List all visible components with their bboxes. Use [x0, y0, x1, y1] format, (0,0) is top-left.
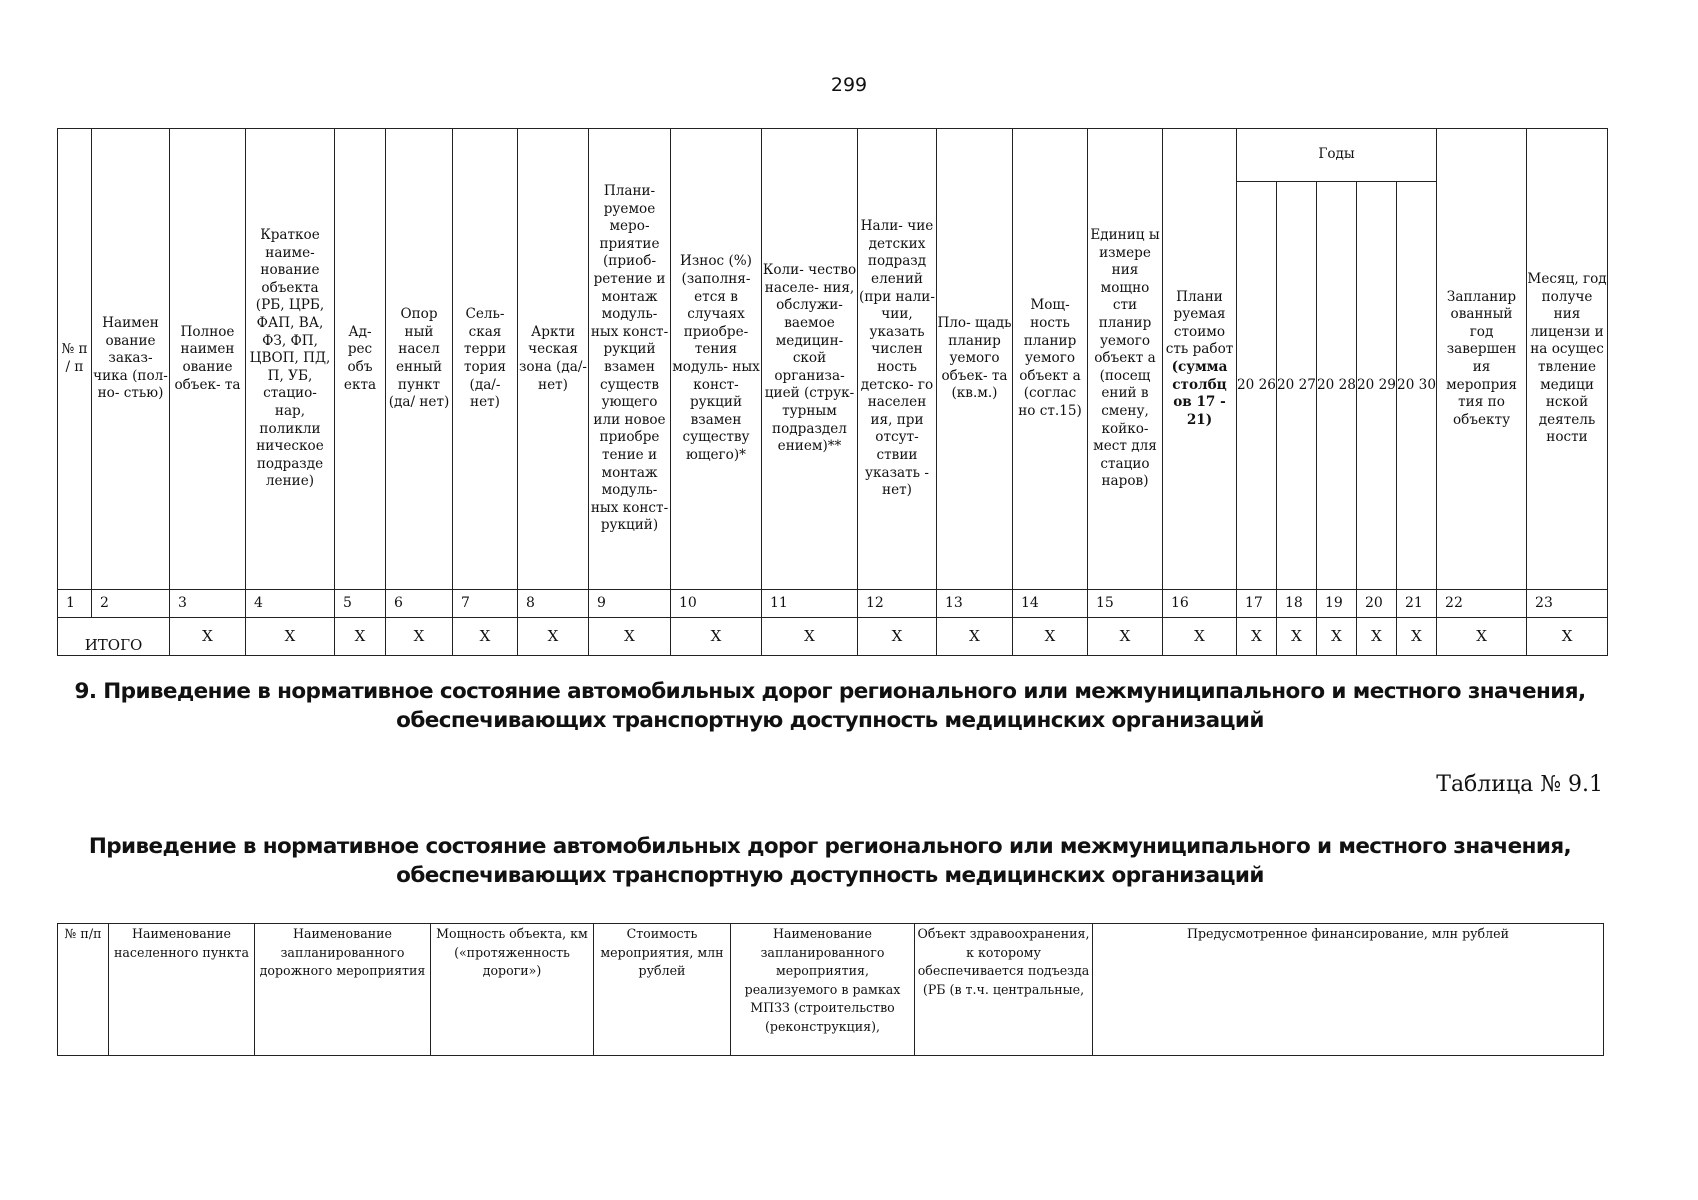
header-year-2030: 20 30 [1397, 182, 1437, 590]
header-customer-name: Наимен ование заказ- чика (пол- но- стью) [92, 129, 170, 590]
column-number: 7 [453, 590, 518, 618]
roads-header-financing: Предусмотренное финансирование, млн рублей [1093, 924, 1604, 1056]
column-number: 19 [1317, 590, 1357, 618]
header-area: Пло- щадь планир уемого объек- та (кв.м.) [937, 129, 1013, 590]
header-planned-cost [1163, 129, 1237, 590]
header-planned-cost-note: (сумма столбц ов 17 - 21) [1171, 359, 1228, 428]
total-cell: Х [1013, 618, 1088, 656]
column-number: 8 [518, 590, 589, 618]
column-number: 3 [170, 590, 246, 618]
total-cell: Х [671, 618, 762, 656]
header-year-2026: 20 26 [1237, 182, 1277, 590]
total-label: ИТОГО [58, 618, 170, 656]
total-cell: Х [858, 618, 937, 656]
roads-header-cost: Стоимость мероприятия, млн рублей [594, 924, 731, 1056]
column-number: 11 [762, 590, 858, 618]
total-cell: Х [1357, 618, 1397, 656]
total-cell: Х [1527, 618, 1608, 656]
header-arctic-zone: Аркти ческая зона (да/- нет) [518, 129, 589, 590]
total-row [58, 618, 1608, 656]
column-number: 21 [1397, 590, 1437, 618]
roads-header-settlement: Наименование населенного пункта [109, 924, 255, 1056]
column-number: 14 [1013, 590, 1088, 618]
header-population-served: Коли- чество населе- ния, обслужи- ваемое медицин- ской организа- цией (струк- турным подраздел ением)** [762, 129, 858, 590]
column-number: 15 [1088, 590, 1163, 618]
header-object-short-name: Краткое наиме- нование объекта (РБ, ЦРБ, ФАП, ВА, ФЗ, ФП, ЦВОП, ПД, П, УБ, стацио- нар, поликли ническое подразде ление) [246, 129, 335, 590]
column-number: 1 [58, 590, 92, 618]
total-cell: Х [335, 618, 386, 656]
total-cell: Х [1237, 618, 1277, 656]
column-number-row [58, 590, 1608, 618]
header-years-group: Годы [1237, 129, 1437, 182]
roads-header-mpzz-activity: Наименование запланированного мероприятия, реализуемого в рамках МПЗЗ (строительство (реконструкция), [731, 924, 915, 1056]
table-label: Таблица № 9.1 [1436, 772, 1603, 797]
hospital-objects-table [57, 128, 1608, 656]
header-year-2028: 20 28 [1317, 182, 1357, 590]
total-cell: Х [762, 618, 858, 656]
total-cell: Х [1317, 618, 1357, 656]
total-cell: Х [246, 618, 335, 656]
column-number: 16 [1163, 590, 1237, 618]
column-number: 5 [335, 590, 386, 618]
column-number: 10 [671, 590, 762, 618]
total-cell: Х [1088, 618, 1163, 656]
header-license-date: Месяц, год получе ния лицензи и на осущес твление медици нской деятель ности [1527, 129, 1608, 590]
column-number: 17 [1237, 590, 1277, 618]
column-number: 13 [937, 590, 1013, 618]
header-year-2027: 20 27 [1277, 182, 1317, 590]
total-cell: Х [1163, 618, 1237, 656]
column-number: 12 [858, 590, 937, 618]
column-number: 20 [1357, 590, 1397, 618]
roads-header-capacity-km: Мощность объекта, км («протяженность дороги») [431, 924, 594, 1056]
column-number: 4 [246, 590, 335, 618]
column-number: 6 [386, 590, 453, 618]
total-cell: Х [1437, 618, 1527, 656]
column-number: 18 [1277, 590, 1317, 618]
header-children-units: Нали- чие детских подразд елений (при нали- чии, указать числен ность детско- го населен ия, при отсут- ствии указать - нет) [858, 129, 937, 590]
header-completion-year: Запланир ованный год завершен ия мероприя тия по объекту [1437, 129, 1527, 590]
header-number: № п / п [58, 129, 92, 590]
header-capacity-units: Единиц ы измере ния мощно сти планир уемого объект а (посещ ений в смену, койко- мест для стацио наров) [1088, 129, 1163, 590]
header-object-full-name: Полное наимен ование объек- та [170, 129, 246, 590]
table-title: Приведение в нормативное состояние автомобильных дорог регионального или межмуниципального и местного значения, обеспечивающих транспортную доступность медицинских организаций [88, 834, 1572, 888]
header-base-settlement: Опор ный насел енный пункт (да/ нет) [386, 129, 453, 590]
header-year-2029: 20 29 [1357, 182, 1397, 590]
column-number: 9 [589, 590, 671, 618]
roads-table [57, 923, 1604, 1056]
column-number: 23 [1527, 590, 1608, 618]
section-title: 9. Приведение в нормативное состояние автомобильных дорог регионального или межмуниципального и местного значения, обеспечивающих транспортную доступность медицинских организаций [74, 679, 1586, 733]
column-number: 22 [1437, 590, 1527, 618]
header-planned-activity: Плани- руемое меро- приятие (приоб- ретение и монтаж модуль- ных конст- рукций взамен существ ующего или новое приобре тение и монтаж модуль- ных конст- рукций) [589, 129, 671, 590]
total-cell: Х [1397, 618, 1437, 656]
column-number: 2 [92, 590, 170, 618]
header-rural-territory: Сель- ская терри тория (да/- нет) [453, 129, 518, 590]
roads-header-number: № п/п [58, 924, 109, 1056]
roads-header-health-object: Объект здравоохранения, к которому обеспечивается подъезда (РБ (в т.ч. центральные, [915, 924, 1093, 1056]
total-cell: Х [518, 618, 589, 656]
total-cell: Х [937, 618, 1013, 656]
page-number: 299 [830, 74, 868, 96]
header-wear-percent: Износ (%) (заполня- ется в случаях приобре- тения модуль- ных конст- рукций взамен существу ющего)* [671, 129, 762, 590]
header-capacity: Мощ- ность планир уемого объект а (соглас но ст.15) [1013, 129, 1088, 590]
total-cell: Х [1277, 618, 1317, 656]
total-cell: Х [589, 618, 671, 656]
total-cell: Х [386, 618, 453, 656]
header-planned-cost-label: Плани руемая стоимо сть работ [1165, 288, 1234, 358]
total-cell: Х [170, 618, 246, 656]
total-cell: Х [453, 618, 518, 656]
roads-header-road-activity: Наименование запланированного дорожного мероприятия [255, 924, 431, 1056]
header-address: Ад- рес объ екта [335, 129, 386, 590]
